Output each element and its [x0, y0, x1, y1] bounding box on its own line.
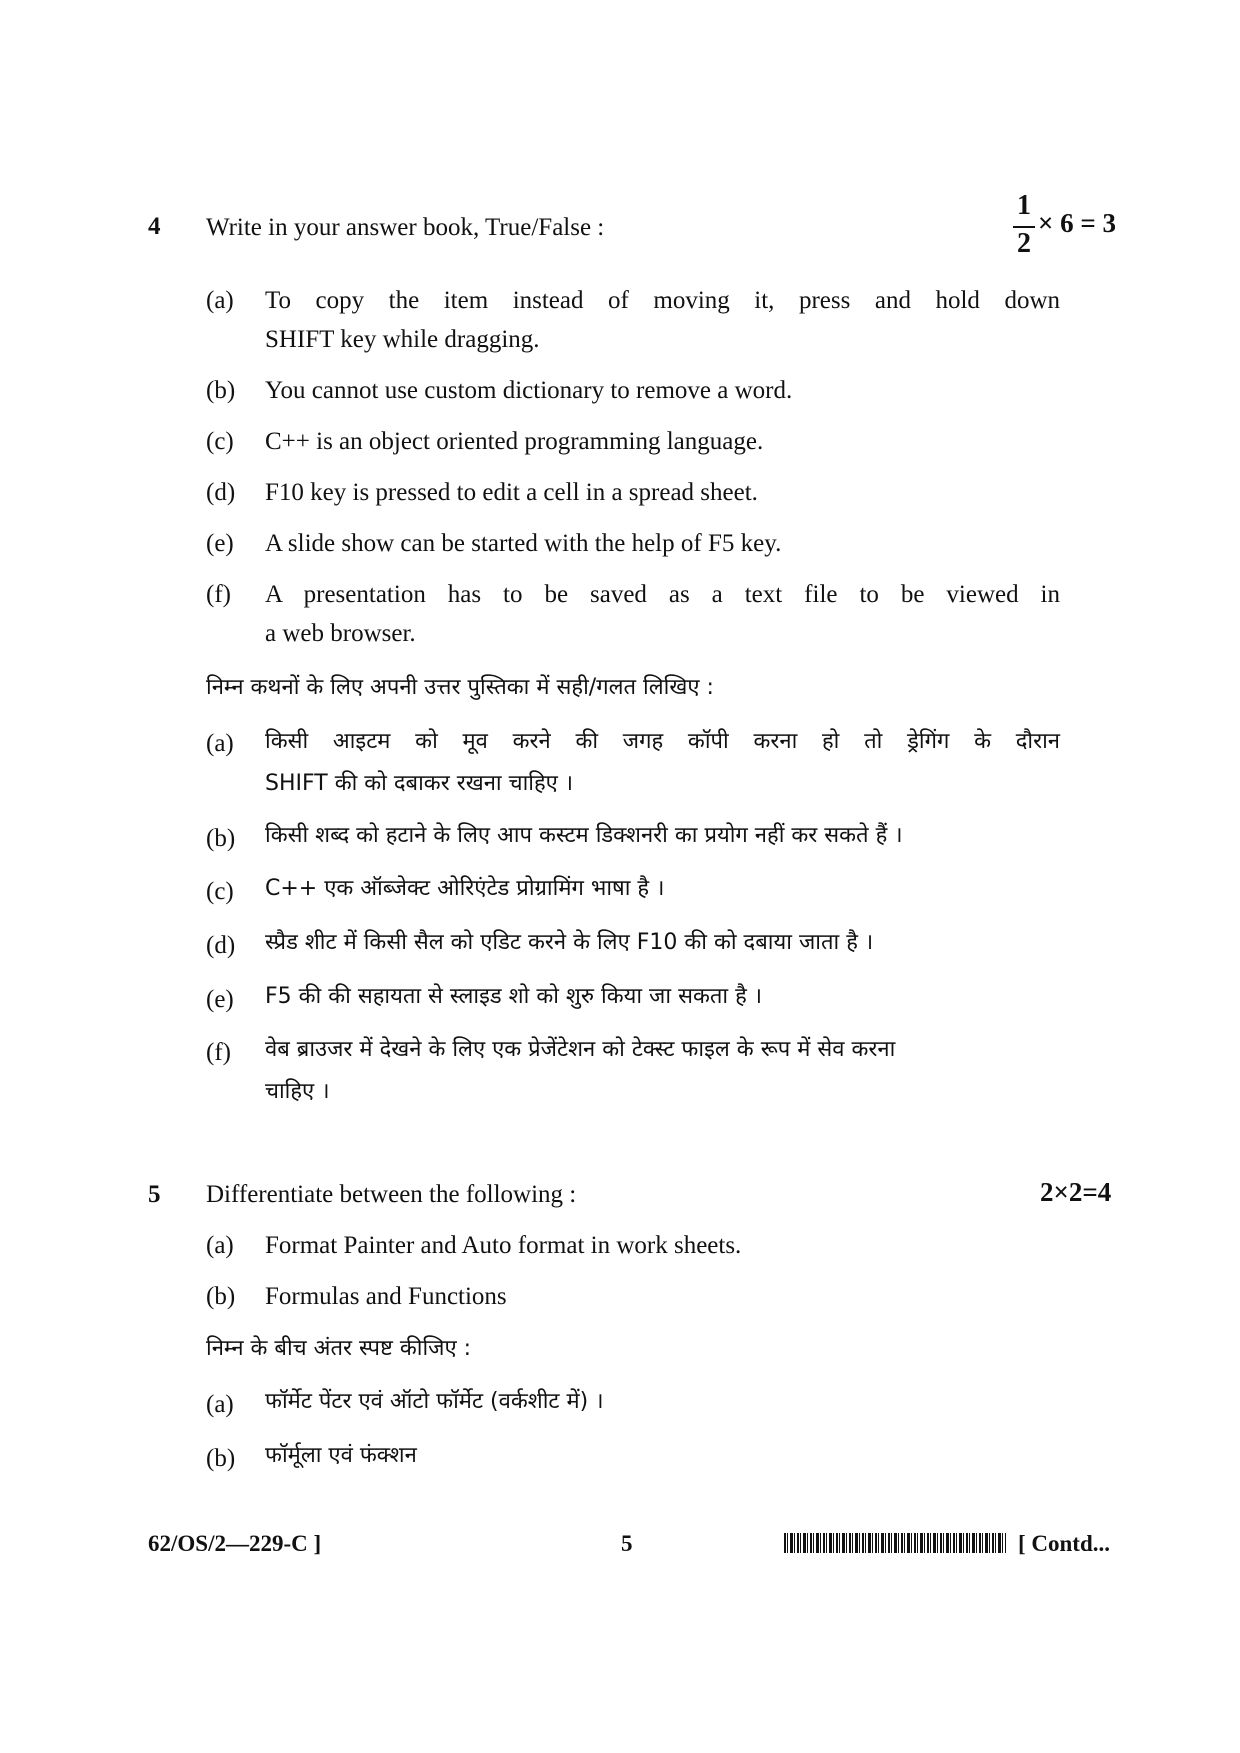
item-text-line-1: To copy the item instead of moving it, press and hold down — [265, 287, 1060, 314]
item-text: फॉर्मूला एवं फंक्शन — [265, 1443, 417, 1468]
item-label: (a) — [206, 1232, 234, 1259]
item-label: (b) — [206, 377, 236, 404]
marks-fraction-denominator: 2 — [1017, 228, 1031, 259]
marks-fraction-rest: × 6 = 3 — [1038, 208, 1117, 238]
question-5-instruction: Differentiate between the following : — [206, 1181, 577, 1208]
item-label: (f) — [206, 581, 231, 608]
item-text-line-1: C++ is an object oriented programming language. — [265, 428, 764, 455]
footer-page-number: 5 — [621, 1531, 633, 1556]
barcode-icon — [784, 1533, 1006, 1553]
item-text: Formulas and Functions — [265, 1283, 507, 1310]
item-text-line-1: You cannot use custom dictionary to remove a word. — [265, 377, 793, 404]
item-label: (d) — [206, 479, 236, 506]
item-text-line-1: F10 key is pressed to edit a cell in a spread sheet. — [265, 479, 758, 506]
item-label: (b) — [206, 825, 236, 852]
item-label: (a) — [206, 287, 234, 314]
item-text-line-2: चाहिए । — [265, 1079, 330, 1104]
item-text-line-1: स्प्रैड शीट में किसी सैल को एडिट करने के लिए F10 की को दबाया जाता है । — [265, 930, 874, 955]
item-label: (b) — [206, 1283, 236, 1310]
item-label: (d) — [206, 932, 236, 959]
item-label: (e) — [206, 986, 234, 1013]
item-label: (e) — [206, 530, 234, 557]
item-text: Format Painter and Auto format in work sheets. — [265, 1232, 742, 1259]
question-4-number: 4 — [148, 213, 161, 240]
footer-paper-code: 62/OS/2—229-C ] — [148, 1531, 322, 1556]
question-5-marks: 2×2=4 — [1040, 1177, 1112, 1207]
item-text-line-2: SHIFT की को दबाकर रखना चाहिए । — [265, 771, 574, 796]
item-text-line-1: वेब ब्राउजर में देखने के लिए एक प्रेजेंटेशन को टेक्स्ट फाइल के रूप में सेव करना — [265, 1037, 896, 1062]
item-text: फॉर्मेट पेंटर एवं ऑटो फॉर्मेट (वर्कशीट में) । — [265, 1389, 604, 1414]
item-label: (f) — [206, 1039, 231, 1066]
item-text-line-1: A slide show can be started with the help of F5 key. — [265, 530, 782, 557]
item-text-line-1: A presentation has to be saved as a text file to be viewed in — [265, 581, 1060, 608]
item-label: (a) — [206, 1391, 234, 1418]
item-label: (b) — [206, 1445, 236, 1472]
question-4-instruction: Write in your answer book, True/False : — [206, 214, 605, 241]
item-text-line-2: SHIFT key while dragging. — [265, 326, 540, 353]
item-label: (a) — [206, 730, 234, 757]
item-text-line-1: किसी आइटम को मूव करने की जगह कॉपी करना हो तो ड्रेगिंग के दौरान — [265, 729, 1060, 754]
marks-fraction-numerator: 1 — [1017, 190, 1031, 221]
item-label: (c) — [206, 878, 234, 905]
item-text-line-1: C++ एक ऑब्जेक्ट ओरिएंटेड प्रोग्रामिंग भाषा है । — [265, 876, 665, 901]
footer-contd: [ Contd... — [1018, 1531, 1111, 1556]
question-4-instruction-hindi: निम्न कथनों के लिए अपनी उत्तर पुस्तिका में सही/गलत लिखिए : — [206, 675, 714, 700]
question-5-number: 5 — [148, 1181, 161, 1208]
question-5-instruction-hindi: निम्न के बीच अंतर स्पष्ट कीजिए : — [206, 1336, 472, 1361]
item-label: (c) — [206, 428, 234, 455]
item-text-line-1: किसी शब्द को हटाने के लिए आप कस्टम डिक्शनरी का प्रयोग नहीं कर सकते हैं । — [265, 823, 903, 848]
item-text-line-1: F5 की की सहायता से स्लाइड शो को शुरु किया जा सकता है । — [265, 984, 763, 1009]
item-text-line-2: a web browser. — [265, 620, 416, 647]
